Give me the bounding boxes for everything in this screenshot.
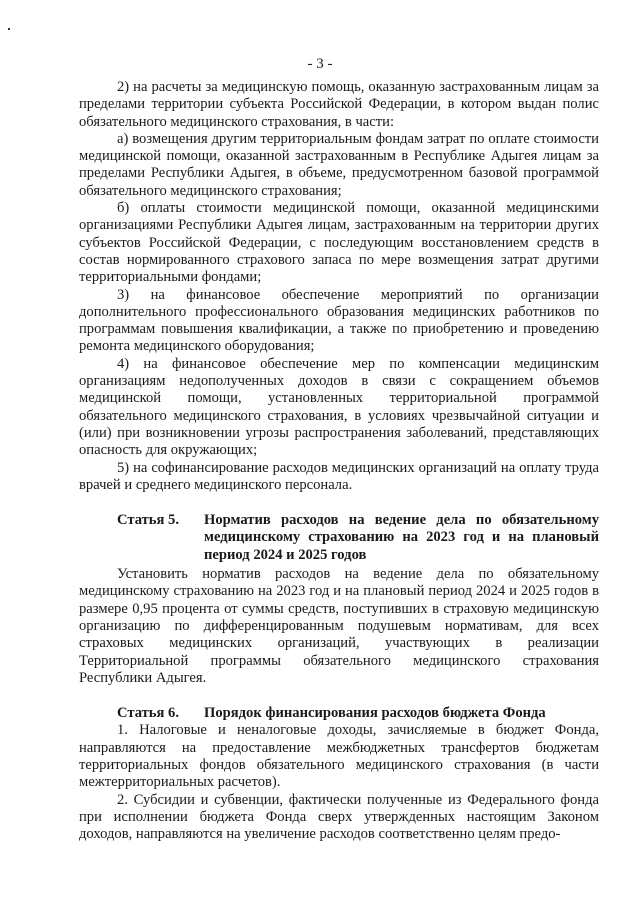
- paragraph-4: 4) на финансовое обеспечение мер по компенсации медицинским организациям недополученных доходов в связи с сокращением объемов медицинской помощи, установленных территориальной программой обязательного медицинского страхования, в условиях чрезвычайной ситуации и (или) при возникновении угрозы распространения заболеваний, представляющих опасность для окружающих;: [79, 355, 599, 459]
- article-5-heading: [79, 512, 599, 564]
- paragraph-5: 5) на софинансирование расходов медицинских организаций на оплату труда врачей и среднего медицинского персонала.: [79, 459, 599, 493]
- article-5-title: Норматив расходов на ведение дела по обязательному медицинскому страхованию на 2023 год и на плановый период 2024 и 2025 годов: [204, 512, 599, 563]
- article-6-paragraph-2: 2. Субсидии и субвенции, фактически полученные из Федерального фонда при исполнении бюджета Фонда сверх утвержденных настоящим Законом доходов, направляются на увеличение расходов соответственно целям предо-: [79, 791, 599, 843]
- paragraph-2a: а) возмещения другим территориальным фондам затрат по оплате стоимости медицинской помощи, оказанной застрахованным в Республике Адыгея лицам за пределами Республики Адыгея, в объеме, предусмотренном базовой программой обязательного медицинского страхования;: [79, 130, 599, 199]
- paragraph-2: 2) на расчеты за медицинскую помощь, оказанную застрахованным лицам за пределами территории субъекта Российской Федерации, в котором выдан полис обязательного медицинского страхования, в части:: [79, 79, 599, 130]
- paragraph-2b: б) оплаты стоимости медицинской помощи, оказанной медицинскими организациями Республики Адыгея лицам, застрахованным на территории других субъектов Российской Федерации, с последующим восстановлением средств в состав нормированного страхового запаса по мере возмещения затрат другими территориальными фондами;: [79, 200, 599, 286]
- paragraph-3: 3) на финансовое обеспечение мероприятий по организации дополнительного профессионального образования медицинских работников по программам повышения квалификации, а также по приобретению и проведению ремонта медицинского оборудования;: [79, 286, 599, 355]
- article-6-paragraph-1: 1. Налоговые и неналоговые доходы, зачисляемые в бюджет Фонда, направляются на предоставление межбюджетных трансфертов бюджетам территориальных фондов обязательного медицинского страхования (в части межтерриториальных расчетов).: [79, 722, 599, 791]
- article-5-text: Установить норматив расходов на ведение дела по обязательному медицинскому страхованию на 2023 год и на плановый период 2024 и 2025 годов в размере 0,95 процента от суммы средств, поступивших в страховую медицинскую организацию по дифференцированным подушевым нормативам, для всех страховых медицинских организаций, участвующих в реализации Территориальной программы обязательного медицинского страхования Республики Адыгея.: [79, 566, 599, 686]
- article-5-label: Статья 5.: [117, 512, 179, 529]
- page-number: - 3 -: [307, 56, 333, 72]
- article-6-label: Статья 6.: [117, 705, 179, 722]
- article-6-heading: [79, 705, 599, 722]
- article-6-title: Порядок финансирования расходов бюджета Фонда: [204, 705, 546, 722]
- scan-dot: [8, 28, 10, 30]
- document-body: [79, 79, 599, 843]
